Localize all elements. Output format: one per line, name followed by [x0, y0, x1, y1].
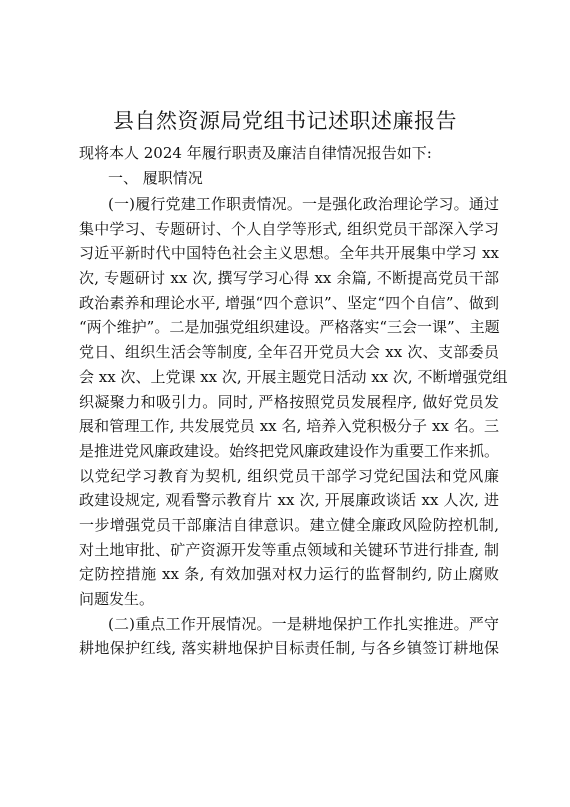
body-line: 一步增强党员干部廉洁自律意识。建立健全廉政风险防控机制,	[79, 515, 499, 534]
body-line: 以党纪学习教育为契机, 组织党员干部学习党纪国法和党风廉	[79, 466, 499, 485]
section-heading: 一、 履职情况	[108, 169, 203, 187]
body-line: 政建设规定, 观看警示教育片 xx 次, 开展廉政谈话 xx 人次, 进	[79, 491, 499, 510]
report-body	[79, 192, 508, 661]
body-line: “两个维护”。二是加强党组织建设。严格落实“三会一课”、主题	[79, 318, 500, 337]
body-line: (一)履行党建工作职责情况。一是强化政治理论学习。通过	[108, 195, 499, 213]
body-line: 会 xx 次、上党课 xx 次, 开展主题党日活动 xx 次, 不断增强党组	[79, 367, 508, 386]
intro-paragraph: 现将本人 2024 年履行职责及廉洁自律情况报告如下:	[79, 144, 432, 162]
body-line: 问题发生。	[79, 590, 155, 608]
body-line: 耕地保护红线, 落实耕地保护目标责任制, 与各乡镇签订耕地保	[79, 639, 499, 658]
body-line: 次, 专题研讨 xx 次, 撰写学习心得 xx 余篇, 不断提高党员干部	[79, 269, 499, 288]
body-line: 是推进党风廉政建设。始终把党风廉政建设作为重要工作来抓。	[79, 441, 500, 460]
body-line: 集中学习、专题研讨、个人自学等形式, 组织党员干部深入学习	[79, 219, 499, 238]
body-line: 习近平新时代中国特色社会主义思想。全年共开展集中学习 xx	[79, 244, 499, 263]
body-line: 展和管理工作, 共发展党员 xx 名, 培养入党积极分子 xx 名。三	[79, 417, 499, 436]
body-line: 织凝聚力和吸引力。同时, 严格按照党员发展程序, 做好党员发	[79, 392, 499, 411]
body-line: 政治素养和理论水平, 增强“四个意识”、坚定“四个自信”、做到	[79, 293, 499, 312]
document-title: 县自然资源局党组书记述职述廉报告	[113, 109, 457, 133]
body-line: (二)重点工作开展情况。一是耕地保护工作扎实推进。严守	[108, 614, 499, 633]
body-line: 定防控措施 xx 条, 有效加强对权力运行的监督制约, 防止腐败	[79, 565, 499, 584]
body-line: 党日、组织生活会等制度, 全年召开党员大会 xx 次、支部委员	[79, 343, 499, 362]
body-line: 对土地审批、矿产资源开发等重点领域和关键环节进行排查, 制	[79, 540, 499, 559]
